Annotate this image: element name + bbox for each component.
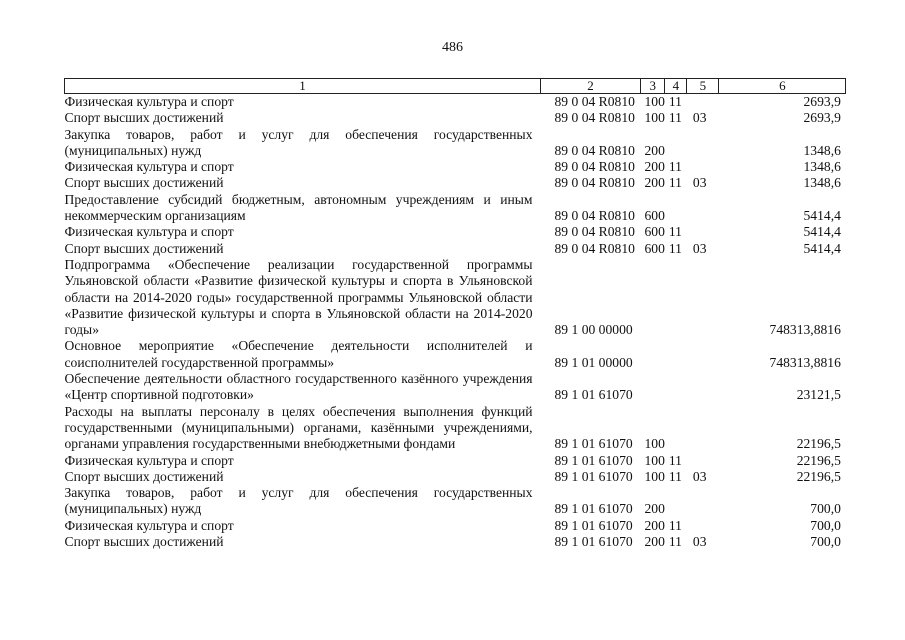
- row-code: 89 1 01 61070: [554, 468, 633, 484]
- row-amount: 5414,4: [803, 208, 841, 224]
- row-expense-type: 100: [644, 452, 665, 468]
- row-subsection: [687, 453, 719, 469]
- row-name: Физическая культура и спорт: [64, 94, 234, 109]
- row-code: 89 0 04 R0810: [554, 142, 635, 158]
- row-amount: 2693,9: [803, 110, 841, 126]
- row-subsection: [687, 338, 719, 371]
- row-code: 89 0 04 R0810: [554, 94, 635, 109]
- row-subsection: [687, 371, 719, 404]
- row-expense-type: 600: [644, 224, 665, 240]
- row-code: 89 0 04 R0810: [554, 240, 635, 256]
- row-expense-type: 200: [644, 517, 665, 533]
- row-expense-type: [641, 257, 665, 338]
- row-section: [665, 404, 687, 453]
- table-row: [65, 371, 846, 404]
- row-expense-type: 100: [644, 94, 665, 109]
- row-section: 11: [668, 175, 682, 191]
- table-row: [65, 192, 846, 225]
- table-row: [65, 469, 846, 485]
- row-code: 89 1 01 00000: [554, 354, 633, 370]
- table-row: [65, 94, 846, 111]
- row-name: Расходы на выплаты персоналу в целях обеспечения выполнения функций государственными (муниципальными) органами, казёнными учреждениями, органами управления государственными внебюджетными фондами: [64, 403, 533, 452]
- row-section: 11: [668, 468, 682, 484]
- table-row: [65, 404, 846, 453]
- row-section: [665, 257, 687, 338]
- column-header-2: 2: [541, 79, 641, 94]
- row-expense-type: 200: [644, 534, 665, 550]
- row-name: Спорт высших достижений: [64, 175, 224, 191]
- row-section: 11: [668, 517, 682, 533]
- row-name: Спорт высших достижений: [64, 110, 224, 126]
- row-expense-type: [641, 338, 665, 371]
- row-name: Физическая культура и спорт: [64, 452, 234, 468]
- row-name: Спорт высших достижений: [64, 534, 224, 550]
- row-amount: 5414,4: [803, 240, 841, 256]
- row-expense-type: 100: [644, 110, 665, 126]
- row-subsection: [687, 518, 719, 534]
- row-section: 11: [668, 110, 682, 126]
- row-amount: 748313,8816: [769, 354, 841, 370]
- row-subsection: 03: [692, 110, 707, 126]
- row-name: Закупка товаров, работ и услуг для обеспечения государственных (муниципальных) нужд: [64, 126, 533, 158]
- row-amount: 700,0: [810, 501, 841, 517]
- row-code: 89 1 00 00000: [554, 322, 633, 338]
- row-code: 89 0 04 R0810: [554, 208, 635, 224]
- row-subsection: [687, 159, 719, 175]
- row-code: 89 1 01 61070: [554, 501, 633, 517]
- row-amount: 1348,6: [803, 159, 841, 175]
- table-row: [65, 257, 846, 338]
- row-name: Физическая культура и спорт: [64, 517, 234, 533]
- row-name: Физическая культура и спорт: [64, 159, 234, 175]
- row-subsection: [687, 224, 719, 240]
- column-header-6: 6: [719, 79, 846, 94]
- column-header-4: 4: [665, 79, 687, 94]
- page-number: 486: [442, 40, 463, 55]
- table-row: [65, 159, 846, 175]
- row-subsection: [687, 192, 719, 225]
- row-amount: 5414,4: [803, 224, 841, 240]
- row-name: Физическая культура и спорт: [64, 224, 234, 240]
- row-expense-type: 600: [644, 240, 665, 256]
- table-header: [65, 79, 846, 94]
- budget-table: [64, 78, 846, 550]
- table-row: [65, 127, 846, 160]
- table-row: [65, 224, 846, 240]
- row-section: [665, 127, 687, 160]
- row-subsection: [687, 404, 719, 453]
- row-expense-type: 200: [644, 175, 665, 191]
- row-subsection: 03: [692, 175, 707, 191]
- row-amount: 22196,5: [796, 452, 841, 468]
- row-expense-type: 200: [644, 501, 665, 517]
- row-name: Предоставление субсидий бюджетным, автономным учреждениям и иным некоммерческим организациям: [64, 191, 533, 224]
- row-section: 11: [668, 240, 682, 256]
- table-body: [65, 94, 846, 551]
- row-section: 11: [668, 159, 682, 175]
- row-name: Спорт высших достижений: [64, 240, 224, 256]
- row-subsection: [687, 257, 719, 338]
- table-row: [65, 241, 846, 257]
- row-expense-type: 200: [644, 159, 665, 175]
- row-name: Закупка товаров, работ и услуг для обеспечения государственных (муниципальных) нужд: [64, 485, 533, 517]
- row-name: Основное мероприятие «Обеспечение деятельности исполнителей и соисполнителей государственной программы»: [64, 338, 533, 370]
- row-section: [665, 192, 687, 225]
- row-subsection: 03: [692, 534, 707, 550]
- row-section: [665, 338, 687, 371]
- row-expense-type: 200: [644, 142, 665, 158]
- row-amount: 700,0: [810, 534, 841, 550]
- row-code: 89 1 01 61070: [554, 452, 633, 468]
- row-amount: 22196,5: [796, 436, 841, 452]
- row-amount: 748313,8816: [769, 322, 841, 338]
- row-subsection: 03: [692, 240, 707, 256]
- row-amount: 23121,5: [796, 387, 841, 403]
- row-subsection: 03: [692, 468, 707, 484]
- row-code: 89 1 01 61070: [554, 436, 633, 452]
- row-section: 11: [668, 452, 682, 468]
- row-expense-type: [641, 371, 665, 404]
- row-code: 89 1 01 61070: [554, 517, 633, 533]
- row-section: 11: [668, 224, 682, 240]
- row-section: [665, 371, 687, 404]
- table-row: [65, 485, 846, 518]
- row-name: Обеспечение деятельности областного государственного казённого учреждения «Центр спортивной подготовки»: [64, 371, 533, 403]
- row-expense-type: 100: [644, 468, 665, 484]
- row-subsection: [687, 485, 719, 518]
- header-row: [65, 79, 846, 94]
- row-code: 89 1 01 61070: [554, 387, 633, 403]
- row-amount: 2693,9: [803, 94, 841, 109]
- row-name: Спорт высших достижений: [64, 468, 224, 484]
- row-expense-type: 600: [644, 208, 665, 224]
- column-header-1: 1: [65, 79, 541, 94]
- row-section: 11: [668, 94, 682, 109]
- row-amount: 700,0: [810, 517, 841, 533]
- table-row: [65, 534, 846, 550]
- row-amount: 1348,6: [803, 175, 841, 191]
- row-expense-type: 100: [644, 436, 665, 452]
- row-amount: 22196,5: [796, 468, 841, 484]
- row-subsection: [687, 94, 719, 111]
- column-header-5: 5: [687, 79, 719, 94]
- row-code: 89 0 04 R0810: [554, 159, 635, 175]
- column-header-3: 3: [641, 79, 665, 94]
- row-amount: 1348,6: [803, 142, 841, 158]
- row-section: 11: [668, 534, 682, 550]
- table-row: [65, 110, 846, 126]
- table-row: [65, 175, 846, 191]
- row-code: 89 1 01 61070: [554, 534, 633, 550]
- row-code: 89 0 04 R0810: [554, 110, 635, 126]
- row-name: Подпрограмма «Обеспечение реализации государственной программы Ульяновской области «Развитие физической культуры и спорта в Ульяновской области на 2014-2020 годы» государственной программы Ульяновской области «Развитие физической культуры и спорта в Ульяновской области на 2014-2020 годы»: [64, 256, 533, 338]
- row-section: [665, 485, 687, 518]
- table-row: [65, 338, 846, 371]
- row-code: 89 0 04 R0810: [554, 175, 635, 191]
- table-row: [65, 518, 846, 534]
- row-code: 89 0 04 R0810: [554, 224, 635, 240]
- table-row: [65, 453, 846, 469]
- row-subsection: [687, 127, 719, 160]
